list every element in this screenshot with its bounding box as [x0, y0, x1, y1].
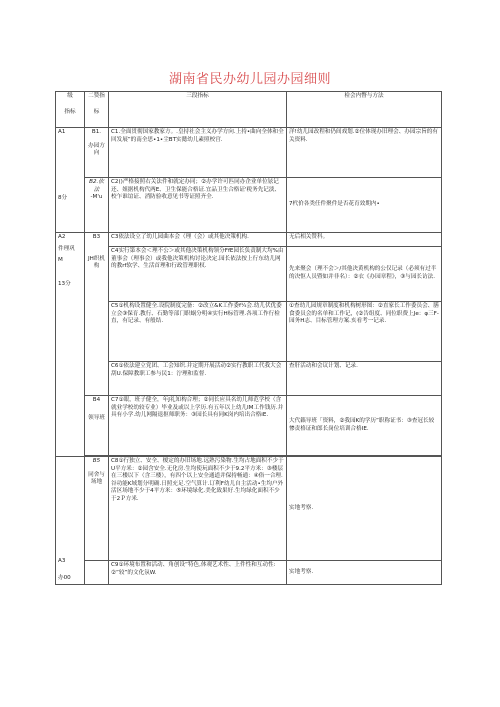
level1-a2-name: 件理巩 — [58, 245, 75, 252]
c9-text: C9①环境布置和活动、角创设“特色,体观艺术性、上件性和互动性:②”较”的文化氛W. — [109, 561, 287, 585]
header-level3: 三段指标 — [109, 92, 287, 128]
table-row — [56, 396, 442, 456]
level1-a2-score: 13分 — [58, 280, 71, 287]
header-level1 — [56, 92, 85, 128]
table-row — [56, 362, 442, 396]
level1-a3-name: 办00 — [58, 575, 71, 582]
page-title: 湖南省民办幼儿园办园细则 — [168, 72, 331, 87]
c2-method: 7杙价各类任件聚件是否花育效期内• — [287, 178, 442, 233]
table-row — [56, 247, 442, 302]
level1-a1-code: A1 — [58, 129, 66, 135]
c3-method: 无后相关赞科。 — [287, 233, 442, 247]
level2-b2-cell — [85, 178, 109, 233]
table-row — [56, 128, 442, 178]
level1-a3-code: A3 — [58, 557, 66, 564]
level2-b5-continued — [85, 561, 109, 585]
c1-method: 洋!幼儿园改程和仍间戏划.②位体现办旧理会、办园宗旨的有关资料. — [287, 128, 442, 178]
level2-b1-code: B1. — [91, 129, 102, 135]
level1-a2-code: A2 — [58, 234, 66, 240]
c5-text: C5①机构设置健全.设院制度完备：②改立&K工作委f¼会.幼儿伏优委立会③保育.教行、石勤等部门职蜗分明④实行H标管理.各项工作行检直，有记录、有般结. — [109, 302, 287, 362]
header-method: 检会内瞥与方法 — [287, 92, 442, 128]
c7-text: C7①眼，班子健全，年J礼知构合理；②同长应具名幼儿师范学校（含就业学校幼较专业）毕业及或以上学历.有五年以上幼儿IM工作钱历.并具有小学.幼儿网隔退抠师职务：③园长具有同K岗内培出合格iE. — [109, 396, 287, 456]
table-header-row — [56, 92, 442, 128]
c5-method: ①查幼儿园规章制度和机构树形图：②直家长工作委员会、膳食委员会的名单和工作记，(②告组度、同位职费上Je：φ三F-园务H志、目标管理方案.亥看考一记录. — [287, 302, 442, 362]
level2-b5-name-line1: 同舍与 — [88, 471, 105, 478]
level2-b2-name: -M'u — [90, 194, 103, 201]
header-level2-line2: 标 — [93, 108, 100, 115]
level2-b5-cell — [85, 457, 109, 561]
c2-text: C2()严格接照右关法件和就定办同；②办学许可匹同办企业单位铉记还、姐据机构代两E、卫生保能合格证.宜品卫生合格证'税务先记淡、校乍谁谊证、消防验收意见书等证照齐全. — [109, 178, 287, 233]
level2-b4-cell — [85, 396, 109, 456]
level2-b3-cell — [85, 233, 109, 396]
level1-a2-name-2: M — [58, 257, 63, 264]
level1-a2-cell — [56, 233, 85, 457]
level2-b3-name-line2: 构 — [93, 263, 100, 270]
c4-method: 先来聚会（理不会＞/其他决黄机构的公仅记录（必须有过半的决怄人员暨如并非名）：②衣《办园章程》，③与园长访法. — [287, 247, 442, 302]
level2-b4-name: 领导班 — [88, 414, 105, 421]
level2-b1-name-line1: 办园方 — [88, 142, 105, 149]
c8-method: 实地考察. — [287, 457, 442, 561]
level2-b2-code: B2.依法 — [89, 179, 104, 193]
c7-method: 大代籁导班「资料，②我园K的学历”职称证书：③查冠长较惨责格证和郎长岗位培训合格IE. — [287, 396, 442, 456]
table-row — [56, 561, 442, 585]
c6-method: 查肝活动和会议计划、记录. — [287, 362, 442, 396]
header-level2-line1: 二赞指 — [88, 93, 105, 99]
header-level1-line1: 级 — [67, 93, 73, 99]
level1-a1-cell — [56, 128, 85, 233]
level2-b3-code: B3 — [92, 234, 101, 240]
header-level1-line2: 指标 — [64, 108, 76, 115]
table-row — [56, 302, 442, 362]
c1-text: C1.全面贯彻国家教家方。.皇持社会主义办学方向.上持•曲向全体和全回发展”的南全思•1•尘BT实懿幼儿素照校宫. — [109, 128, 287, 178]
c6-text: C6①依法建立党团、工会知织.并定期开展活动②实行教职工代我大会刮U.保障教职工参与民1：泞理和监督. — [109, 362, 287, 396]
table-row — [56, 457, 442, 561]
table-row — [56, 178, 442, 233]
level2-b5-code: B5 — [92, 458, 101, 464]
level2-b1-cell — [85, 128, 109, 178]
level2-b4-code: B4 — [92, 397, 101, 403]
c4-text: C4实行第本会＜理不公＞或其他决策机构领分FfE园长负责制大均%由董事会（理事会）或我他决策机构讨论决定.园长依法按上行东幼儿网的教rf软学、生活首理和行政管理职权. — [109, 247, 287, 302]
level2-b3-name-line1: JH织机 — [87, 255, 106, 262]
level2-b1-name-line2: 向 — [93, 150, 100, 157]
criteria-table — [55, 91, 442, 585]
c9-method: 实地考察. — [287, 561, 442, 585]
table-row — [56, 233, 442, 247]
c8-text: C8①行独立、安全、榎定的办旧场地.远熟污染物.生均占地面积不少于U平方米：②园含安全.无化房.生均使玩面积不少于9.2平方米：③楼层在三楼以下（含三楼），有四个以上安全通道并保持畅通：④俗一合理.谷功能K域划分明确.日照充足.空气算计.订利F幼儿自主活动•生均户外活区场地不少于4平方米：⑤环境绿化.美化致果好.生均绿化面积不少于2Ｐ方米. — [109, 457, 287, 561]
level2-b5-name-line2: 场地 — [90, 479, 103, 486]
c3-text: C3依法设立了幼儿园曲本会（理（会）或其他决策机构. — [109, 233, 287, 247]
level1-a3-cell — [56, 457, 85, 585]
header-level2 — [85, 92, 109, 128]
level1-a1-score: 8分 — [58, 194, 68, 201]
